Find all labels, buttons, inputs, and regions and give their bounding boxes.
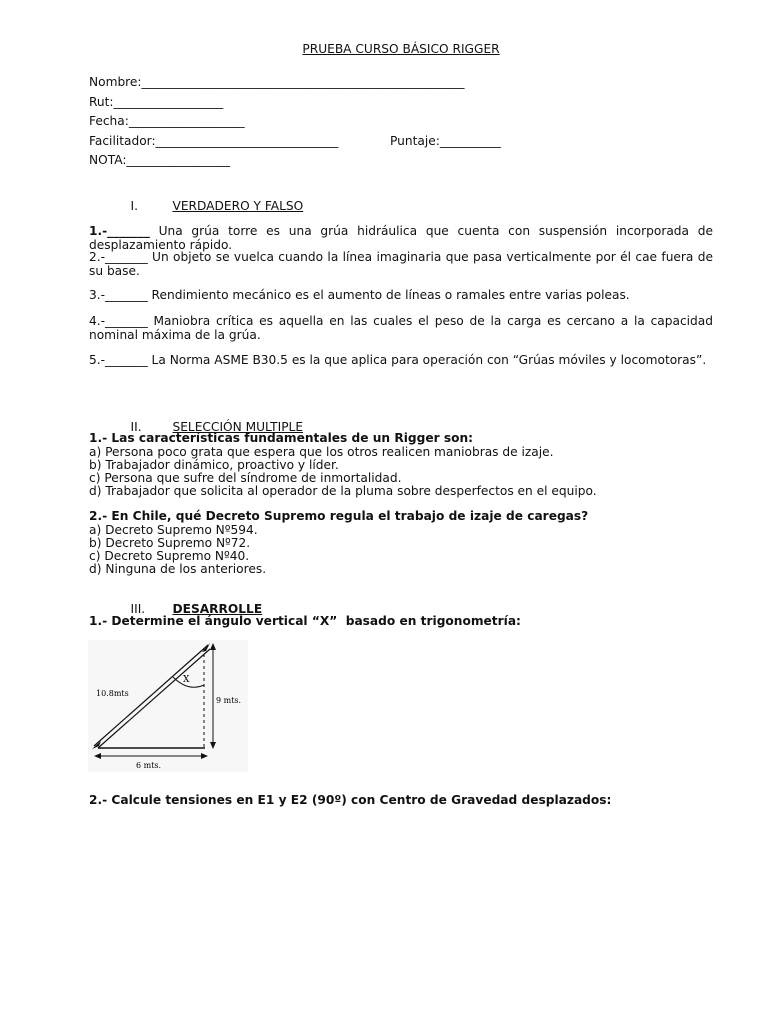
rut-field[interactable]: Rut:__________________ [89,95,224,109]
dev-question-2: 2.- Calcule tensiones en E1 y E2 (90º) con Centro de Gravedad desplazados: [89,793,612,807]
true-false-item-4 [89,315,713,342]
statement-text: La Norma ASME B30.5 es la que aplica para operación con “Grúas móviles y locomotoras”. [147,353,707,367]
dev-question-1: 1.- Determine el ángulo vertical “X” basado en trigonometría: [89,614,521,628]
mc-option[interactable]: a) Persona poco grata que espera que los otros realicen maniobras de izaje. [89,445,554,459]
section-title: SELECCIÓN MULTIPLE [172,420,304,434]
section-title: DESARROLLE [172,602,263,616]
mc-question-1: 1.- Las características fundamentales de un Rigger son: [89,431,474,445]
mc-question-2: 2.- En Chile, qué Decreto Supremo regula el trabajo de izaje de caregas? [89,509,589,523]
statement-text: Un objeto se vuelca cuando la línea imaginaria que pasa verticalmente por él cae fuera de su base. [89,250,713,278]
hypotenuse-label: 10.8mts [96,689,129,698]
true-false-item-3 [89,289,713,303]
section-number: III. [130,602,146,616]
mc-option[interactable]: b) Trabajador dinámico, proactivo y líder. [89,458,339,472]
vertical-label: 9 mts. [216,696,242,705]
statement-text: Rendimiento mecánico es el aumento de líneas o ramales entre varias poleas. [147,288,630,302]
grade-field[interactable]: NOTA:_________________ [89,153,231,167]
score-field[interactable]: Puntaje:__________ [390,134,501,148]
mc-option[interactable]: c) Persona que sufre del síndrome de inmortalidad. [89,471,402,485]
facilitator-field[interactable]: Facilitador:______________________________ [89,134,339,148]
statement-text: Maniobra crítica es aquella en las cuales el peso de la carga es cercano a la capacidad nominal máxima de la grúa. [89,314,713,342]
section-title: VERDADERO Y FALSO [172,199,304,213]
mc-option[interactable]: a) Decreto Supremo Nº594. [89,523,258,537]
mc-option[interactable]: d) Trabajador que solicita al operador de la pluma sobre desperfectos en el equipo. [89,484,597,498]
base-label: 6 mts. [136,761,162,770]
angle-label: X [183,675,190,685]
answer-blank[interactable]: 5.-_______ [89,353,148,367]
mc-option[interactable]: b) Decreto Supremo Nº72. [89,536,251,550]
name-field[interactable]: Nombre:_____________________________________________________ [89,75,465,89]
exam-title: PRUEBA CURSO BÁSICO RIGGER [302,42,500,56]
section-number: II. [130,420,142,434]
answer-blank[interactable]: 2.-_______ [89,250,148,264]
section-number: I. [130,199,138,213]
statement-text: Una grúa torre es una grúa hidráulica que cuenta con suspensión incorporada de desplazamiento rápido. [89,224,713,252]
true-false-item-1 [89,225,713,252]
section-heading-true-false [115,185,303,227]
answer-blank[interactable]: 4.-_______ [89,314,148,328]
mc-option[interactable]: c) Decreto Supremo Nº40. [89,549,250,563]
trigonometry-triangle-figure [88,640,248,772]
date-field[interactable]: Fecha:___________________ [89,114,245,128]
true-false-item-5 [89,354,713,368]
answer-blank[interactable]: 3.-_______ [89,288,148,302]
mc-option[interactable]: d) Ninguna de los anteriores. [89,562,267,576]
answer-blank[interactable]: 1.-_______ [89,224,150,238]
true-false-item-2 [89,251,713,278]
